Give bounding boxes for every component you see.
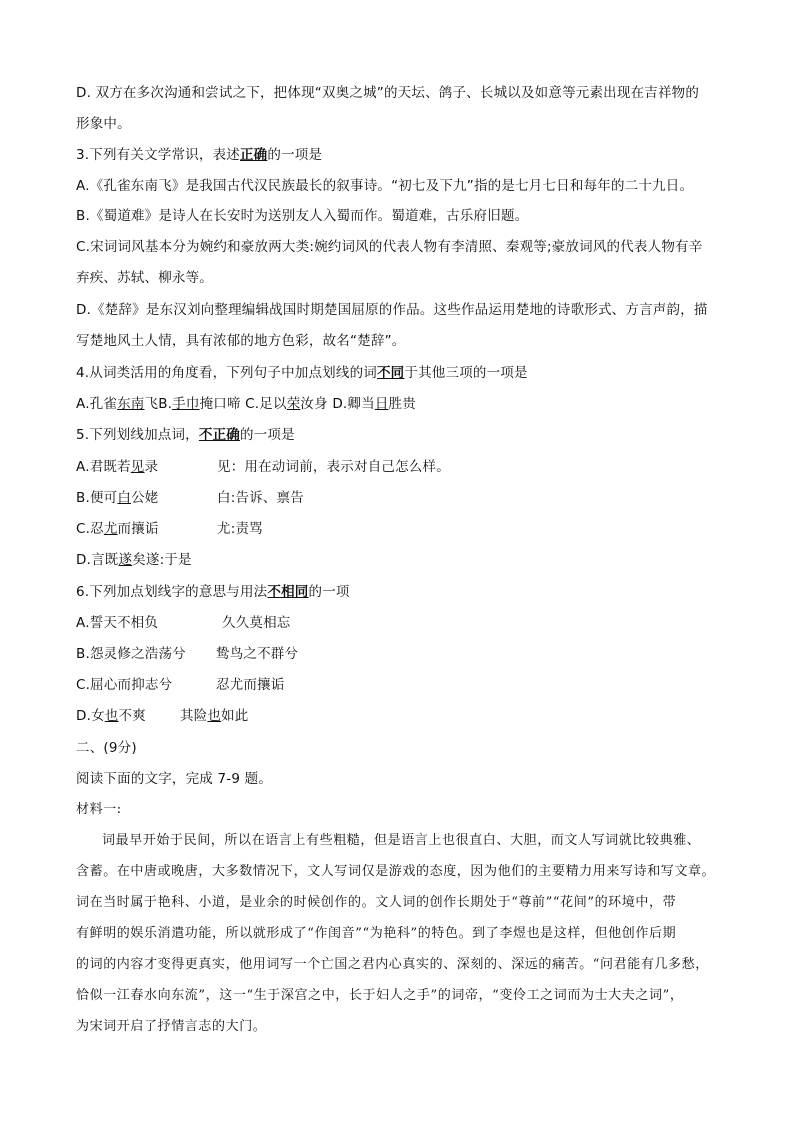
material-paragraph-line: 词在当时属于艳科、小道，是业余的时候创作的。文人词的创作长期处于“尊前”“花间”的环境中，带: [76, 895, 677, 910]
material-paragraph-line: 含蓄。在中唐或晚唐，大多数情况下，文人写词仅是游戏的态度，因为他们的主要精力用来写诗和写文章。: [76, 864, 716, 879]
q5-option-c-explanation: 尤:责骂: [217, 521, 263, 537]
section2-heading: 二、(9分): [76, 740, 137, 756]
q3-option-c-line2: 弃疾、苏轼、柳永等。: [76, 270, 213, 286]
q6-option-d-right: 其险也如此: [180, 708, 249, 724]
q2-option-d-line2: 形象中。: [76, 116, 131, 132]
q6-option-a-left: A.誓天不相负: [76, 615, 159, 631]
material-label: 材料一:: [76, 802, 122, 817]
q3-option-a: A.《孔雀东南飞》是我国古代汉民族最长的叙事诗。“初七及下九”指的是七月七日和每年的二十九日。: [76, 178, 694, 194]
q4-option-c: C.足以荣汝身: [245, 396, 328, 412]
material-paragraph-line: 恰似一江春水向东流”，这一“生于深宫之中，长于妇人之手”的词帝，“变伶工之词而为士大夫之词”，: [76, 988, 684, 1003]
q3-option-d-line1: D.《楚辞》是东汉刘向整理编辑战国时期楚国屈原的作品。这些作品运用楚地的诗歌形式、方言声韵，描: [76, 302, 708, 318]
q3-option-c-line1: C.宋词词风基本分为婉约和豪放两大类:婉约词风的代表人物有李清照、秦观等;豪放词风的代表人物有辛: [76, 239, 703, 255]
section2-instruction: 阅读下面的文字，完成 7-9 题。: [76, 771, 273, 787]
q3-option-b: B.《蜀道难》是诗人在长安时为送别友人入蜀而作。蜀道难，古乐府旧题。: [76, 208, 529, 224]
material-paragraph-line: 有鲜明的娱乐消遣功能，所以就形成了“作闺音”“为艳科”的特色。到了李煜也是这样，但他创作后期: [76, 926, 677, 941]
q6-option-b-left: B.怨灵修之浩荡兮: [76, 646, 186, 662]
q5-option-a-explanation: 见：用在动词前，表示对自己怎么样。: [217, 459, 450, 475]
material-paragraph-line: 词最早开始于民间，所以在语言上有些粗糙，但是语言上也很直白、大胆，而文人写词就比较典雅、: [102, 833, 701, 848]
material-paragraph-line: 为宋词开启了抒情言志的大门。: [76, 1019, 267, 1034]
q5-option-b: B.便可白公姥: [76, 490, 159, 506]
q6-option-c-left: C.屈心而抑志兮: [76, 677, 173, 693]
q3-option-d-line2: 写楚地风土人情，具有浓郁的地方色彩，故名“楚辞”。: [76, 333, 406, 349]
q4-options: [76, 395, 416, 413]
q6-option-b-right: 鸷鸟之不群兮: [216, 646, 299, 662]
q5-option-a: A.君既若见录: [76, 459, 159, 475]
q6-option-c-right: 忍尤而攘诟: [216, 677, 285, 693]
q5-option-b-explanation: 白:告诉、禀告: [217, 490, 304, 506]
q2-option-d-line1: D. 双方在多次沟通和尝试之下，把体现“双奥之城”的天坛、鸽子、长城以及如意等元素出现在吉祥物的: [76, 85, 700, 101]
material-paragraph-line: 的词的内容才变得更真实，他用词写一个亡国之君内心真实的、深刻的、深远的痛苦。“问君能有几多愁，: [76, 957, 709, 972]
q4-stem: 4.从词类活用的角度看，下列句子中加点划线的词不同于其他三项的一项是: [76, 365, 528, 381]
q6-stem: 6.下列加点划线字的意思与用法不相同的一项: [76, 584, 350, 600]
q5-stem: 5.下列划线加点词，不正确的一项是: [76, 427, 295, 443]
q3-stem: 3.下列有关文学常识，表述正确的一项是: [76, 147, 323, 163]
q5-option-d: D.言既遂矣遂:于是: [76, 552, 192, 568]
q5-option-c: C.忍尤而攘诟: [76, 521, 159, 537]
q4-option-a: A.孔雀东南飞: [76, 396, 159, 412]
q4-option-b: B.手巾掩口啼: [158, 396, 241, 412]
q6-option-a-right: 久久莫相忘: [222, 615, 291, 631]
q4-option-d: D.卿当日胜贵: [332, 396, 416, 412]
q6-option-d-left: D.女也不爽: [76, 708, 146, 724]
